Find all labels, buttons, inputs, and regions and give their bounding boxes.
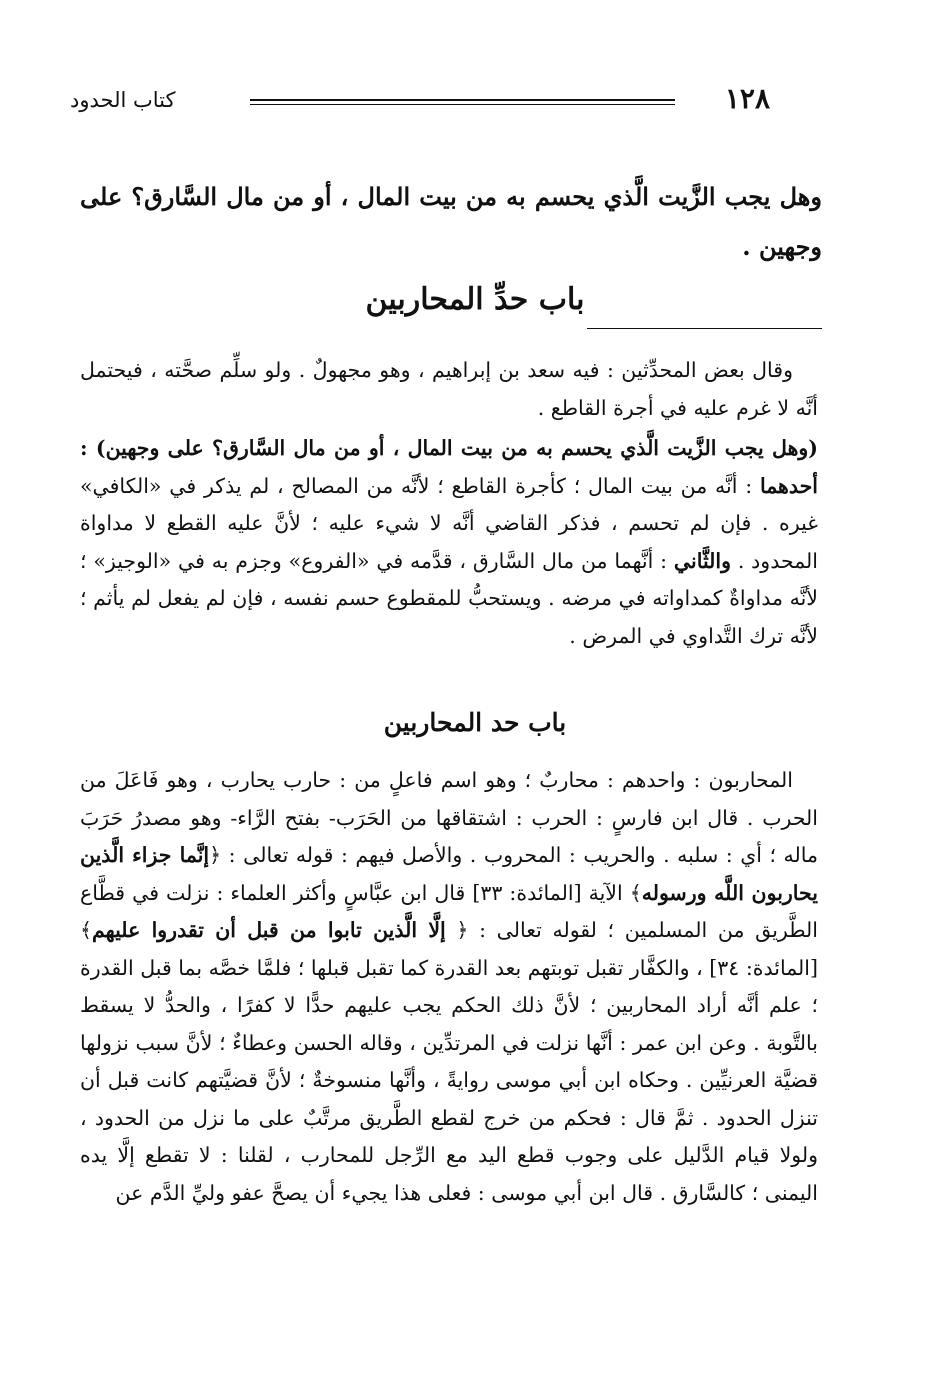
commentary-text: ﴾ [المائدة: ٣٤] ، والكفَّار تقبل توبتهم بعد القدرة كما تقبل قبلها ؛ فلمَّا خصَّه بما قبل القدرة ؛ علم أنَّه أراد المحاربين ؛ لأنَّ ذلك الحكم يجب عليهم حدًّا لا كفرًا ، والحدُّ لا يسقط بالتَّوبة . وعن ابن عمر : أنَّها نزلت في المرتدِّين ، وقاله الحسن وعطاءٌ ؛ لأنَّ سبب نزولها قضيَّة العرنيِّين . وحكاه ابن أبي موسى روايةً ، وأنَّها منسوخةٌ ؛ لأنَّ قضيَّتهم كانت قبل أن تنزل الحدود . ثمَّ قال : فحكم من خرج لقطع الطَّريق مرتَّبٌ على ما نزل من الحدود ، ولولا قيام الدَّليل على وجوب قطع اليد مع الرِّجل للمحارب ، لقلنا : لا تقطع إلَّا يده اليمنى ؛ كالسَّارق . قال ابن أبي موسى : فعلى هذا يجيء أن يصحَّ عفو وليِّ الدَّم عن <box>80 918 819 1205</box>
section-title-matn: باب حدِّ المحاربين <box>365 282 585 317</box>
matn-text: وهل يجب الزَّيت الَّذي يحسم به من بيت المال ، أو من مال السَّارق؟ على وجهين . <box>80 182 822 261</box>
commentary-block-2 <box>80 762 818 1212</box>
page-header <box>70 82 770 122</box>
commentary-paragraph: وقال بعض المحدِّثين : فيه سعد بن إبراهيم ، وهو مجهولٌ . ولو سلِّم صحَّته ، فيحتمل أنَّه لا غرم عليه في أجرة القاطع . <box>80 358 818 420</box>
commentary-text: المحاربون : واحدهم : محاربٌ ؛ وهو اسم فاعلٍ من : حارب يحارب ، وهو فَاعَلَ من الحرب . قال ابن فارسٍ : الحرب : اشتقاقها من الحَرَب- بفتح الرَّاء- وهو مصدرُ حَرَبَ ماله ؛ أي : سلبه . والحريب : المحروب . والأصل فيهم : قوله تعالى : ﴿ <box>80 768 818 867</box>
header-rule <box>250 99 675 105</box>
page-number: ١٢٨ <box>724 82 770 115</box>
second-opinion-label: والثَّاني <box>673 548 731 573</box>
commentary-text: : أنَّه من بيت المال ؛ كأجرة القاطع ؛ لأنَّه من المصالح ، لم يذكر في «الكافي» غيره . فإن لم تحسم ، فذكر القاضي أنَّه لا شيء عليه ؛ لأنَّ عليه القطع لا مداواة المحدود . <box>80 473 818 573</box>
matn-commentary-divider <box>587 328 822 329</box>
quran-verse: إنَّما جزاء الَّذين يحاربون اللَّه ورسوله <box>80 843 818 905</box>
section-title-commentary: باب حد المحاربين <box>383 708 567 737</box>
commentary-paragraph <box>80 762 818 1212</box>
commentary-block-1 <box>80 352 818 655</box>
commentary-paragraph <box>80 430 818 655</box>
running-title: كتاب الحدود <box>70 88 176 112</box>
quoted-matn: (وهل يجب الزَّيت الَّذي يحسم به من بيت المال ، أو من مال السَّارق؟ على وجهين) : أحدهما <box>80 436 818 498</box>
commentary-text: ﴾ الآية [المائدة: ٣٣] قال ابن عبَّاسٍ وأكثر العلماء : نزلت في قطَّاع الطَّريق من المسلمين ؛ لقوله تعالى : ﴿ <box>80 880 818 942</box>
quran-verse: إلَّا الَّذين تابوا من قبل أن تقدروا عليهم <box>92 918 446 942</box>
commentary-text: : أنَّهما من مال السَّارق ، قدَّمه في «الفروع» وجزم به في «الوجيز» ؛ لأنَّه مداواةٌ كمداواته في مرضه . ويستحبُّ للمقطوع حسم نفسه ، فإن لم يفعل لم يأثم ؛ لأنَّه ترك التَّداوي في المرض . <box>80 548 818 648</box>
